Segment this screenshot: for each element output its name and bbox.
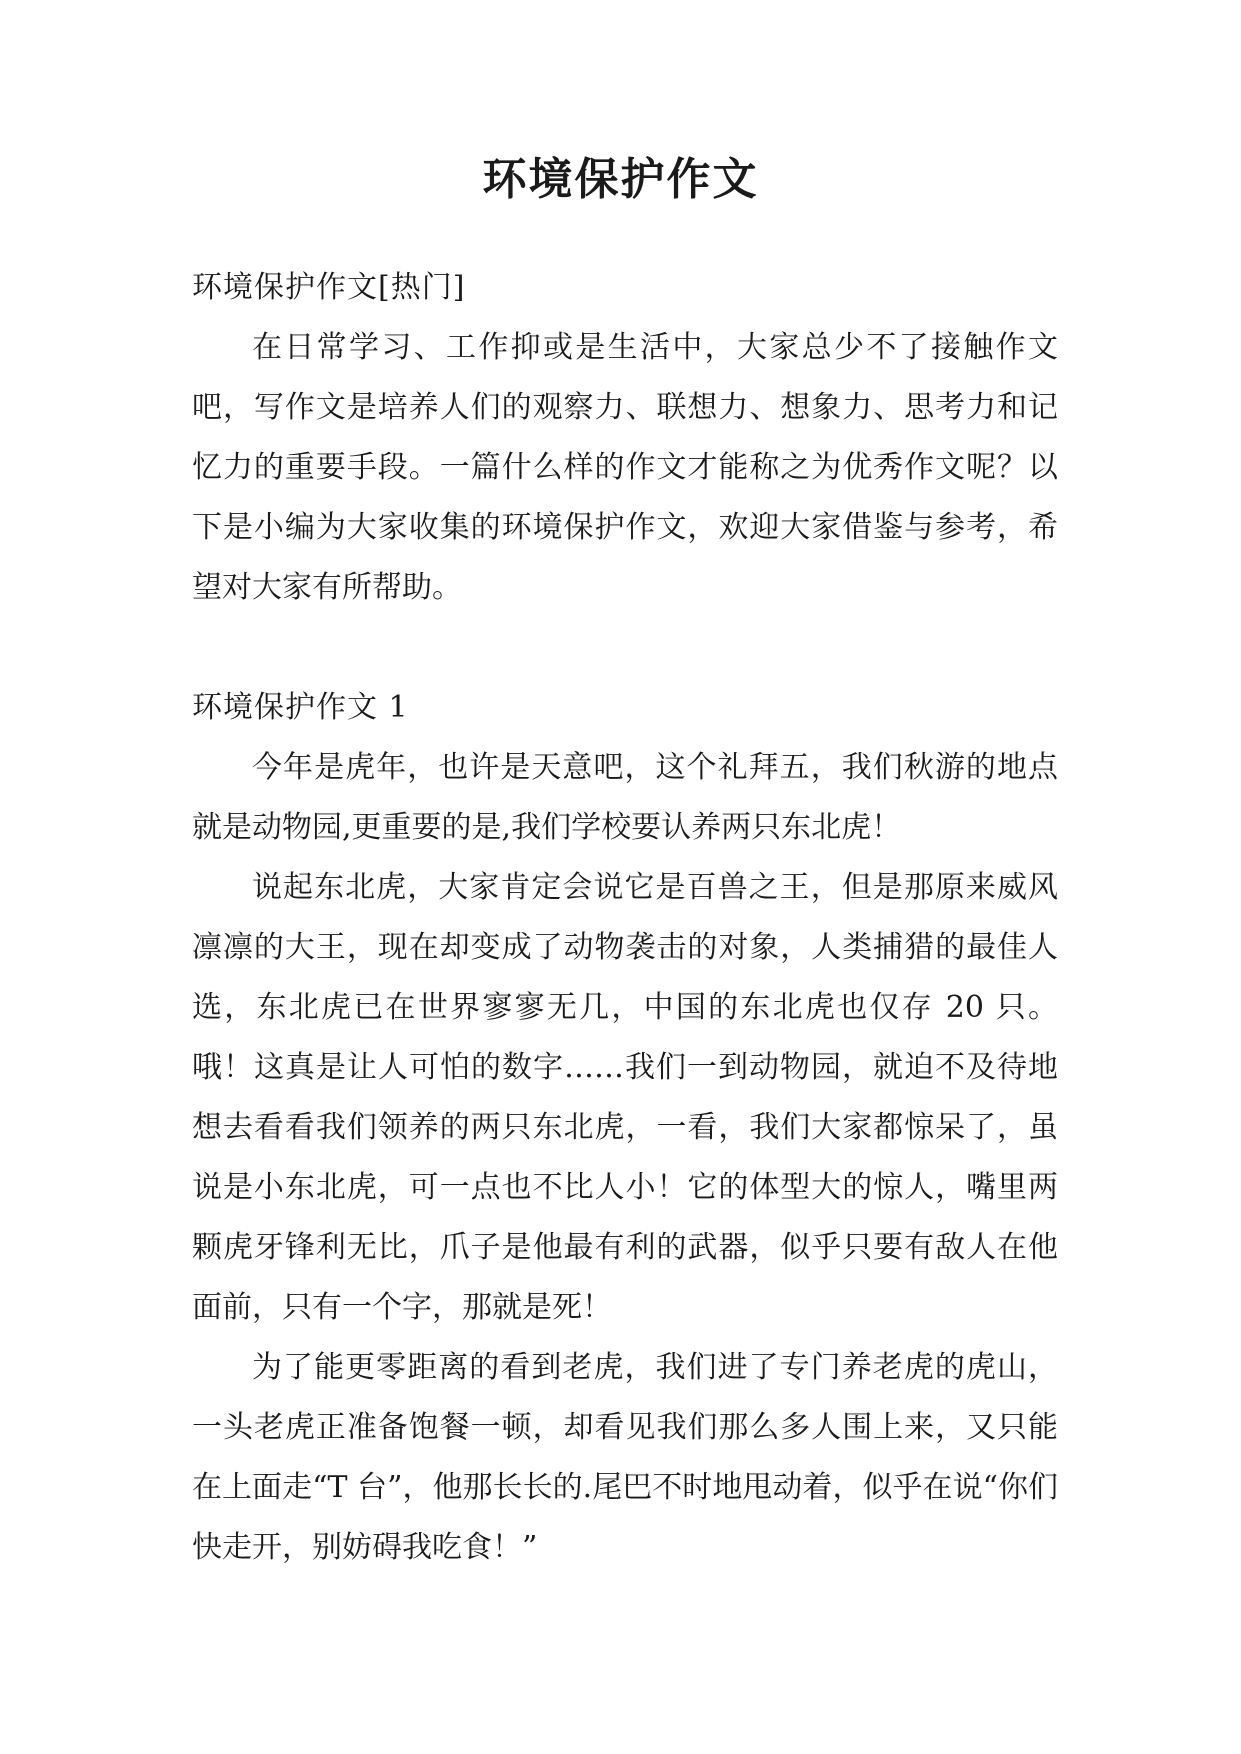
document-title: 环境保护作文 xyxy=(482,154,759,205)
essay-paragraph-2: 说起东北虎，大家肯定会说它是百兽之王，但是那原来威风凛凛的大王，现在却变成了动物袭击的对象，人类捕猎的最佳人选，东北虎已在世界寥寥无几，中国的东北虎也仅存 20 只。哦！这真是让人可怕的数字……我们一到动物园，就迫不及待地想去看看我们领养的两只东北虎，一看，我们大家都惊呆了，虽说是小东北虎，可一点也不比人小！它的体型大的惊人，嘴里两颗虎牙锋利无比，爪子是他最有利的武器，似乎只要有敌人在他面前，只有一个字，那就是死！ xyxy=(192,870,1058,1325)
document-subtitle: 环境保护作文[热门] xyxy=(192,270,466,305)
essay-paragraph-3: 为了能更零距离的看到老虎，我们进了专门养老虎的虎山，一头老虎正准备饱餐一顿，却看见我们那么多人围上来，又只能在上面走“T 台”，他那长长的.尾巴不时地甩动着，似乎在说“你们快走开，别妨碍我吃食！” xyxy=(192,1350,1058,1565)
essay-heading: 环境保护作文 1 xyxy=(192,690,409,725)
document-body xyxy=(192,258,1058,1578)
section-spacer xyxy=(192,618,1058,678)
essay-paragraph-1: 今年是虎年，也许是天意吧，这个礼拜五，我们秋游的地点就是动物园,更重要的是,我们学校要认养两只东北虎！ xyxy=(192,750,1058,845)
intro-paragraph: 在日常学习、工作抑或是生活中，大家总少不了接触作文吧，写作文是培养人们的观察力、联想力、想象力、思考力和记忆力的重要手段。一篇什么样的作文才能称之为优秀作文呢？以下是小编为大家收集的环境保护作文，欢迎大家借鉴与参考，希望对大家有所帮助。 xyxy=(192,330,1058,605)
